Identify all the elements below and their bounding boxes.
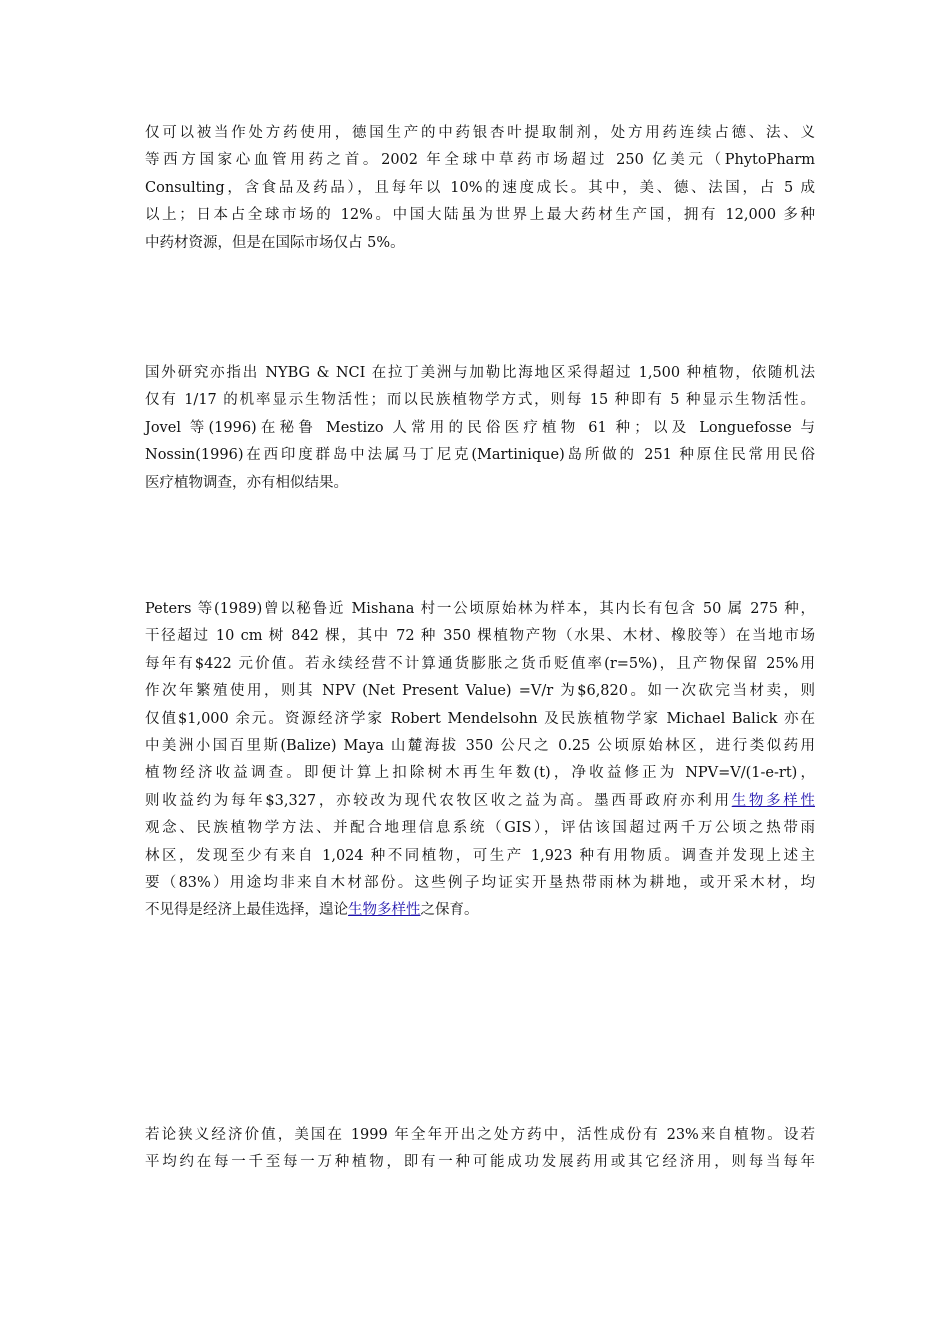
paragraph-forest-economics	[145, 596, 815, 925]
text-segment: 不见得是经济上最佳选择，遑论	[145, 902, 348, 919]
text-line: 平均约在每一千至每一万种植物，即有一种可能成功发展药用或其它经济用，则每当每年	[145, 1154, 815, 1171]
text-line: 仅有 1/17 的机率显示生物活性；而以民族植物学方式，则每 15 种即有 5 种显示生物活性。	[145, 392, 815, 409]
text-line: 作次年繁殖使用，则其 NPV (Net Present Value) =V/r 为$6,820。如一次砍完当材卖，则	[145, 683, 815, 700]
biodiversity-link[interactable]: 生物多样性	[731, 792, 816, 809]
text-segment: 之保育。	[420, 902, 479, 919]
biodiversity-link[interactable]: 生物多样性	[348, 902, 421, 919]
text-line: 以上；日本占全球市场的 12%。中国大陆虽为世界上最大药材生产国，拥有 12,000 多种	[145, 207, 815, 224]
text-line: 中药材资源，但是在国际市场仅占 5%。	[145, 234, 405, 251]
text-line: Peters 等(1989)曾以秘鲁近 Mishana 村一公顷原始林为样本，其内长有包含 50 属 275 种，	[145, 601, 815, 617]
paragraph-economic-value	[145, 1122, 815, 1177]
text-line: 医疗植物调查，亦有相似结果。	[145, 474, 348, 491]
text-line: Jovel 等(1996)在秘鲁 Mestizo 人常用的民俗医疗植物 61 种；以及 Longuefosse 与	[145, 419, 815, 436]
text-line: 若论狭义经济价值，美国在 1999 年全年开出之处方药中，活性成份有 23%来自植物。设若	[145, 1127, 815, 1143]
text-line: 中美洲小国百里斯(Balize) Maya 山麓海拔 350 公尺之 0.25 公顷原始林区，进行类似药用	[145, 738, 815, 755]
text-line: 林区，发现至少有来自 1,024 种不同植物，可生产 1,923 种有用物质。调查并发现上述主	[145, 847, 815, 864]
paragraph-ethnobotany-research	[145, 360, 815, 497]
text-line: 国外研究亦指出 NYBG & NCI 在拉丁美洲与加勒比海地区采得超过 1,500 种植物，依随机法	[145, 365, 815, 381]
text-line	[145, 897, 815, 924]
text-line: 要（83%）用途均非来自木材部份。这些例子均证实开垦热带雨林为耕地，或开采木材，均	[145, 875, 815, 892]
text-line: 等西方国家心血管用药之首。2002 年全球中草药市场超过 250 亿美元（PhytoPharm	[145, 152, 815, 169]
text-segment: 则收益约为每年$3,327，亦较改为现代农牧区收之益为高。墨西哥政府亦利用	[145, 792, 732, 809]
text-line: 仅值$1,000 余元。资源经济学家 Robert Mendelsohn 及民族植物学家 Michael Balick 亦在	[145, 710, 815, 727]
text-line: 干径超过 10 cm 树 842 棵，其中 72 种 350 棵植物产物（水果、木材、橡胶等）在当地市场	[145, 628, 815, 645]
text-line: 观念、民族植物学方法、并配合地理信息系统（GIS），评估该国超过两千万公顷之热带雨	[145, 820, 815, 837]
text-line	[145, 788, 815, 815]
text-line: 仅可以被当作处方药使用，德国生产的中药银杏叶提取制剂，处方用药连续占德、法、义	[145, 125, 815, 141]
text-line: Consulting，含食品及药品），且每年以 10%的速度成长。其中，美、德、法国，占 5 成	[145, 179, 815, 196]
text-line: 每年有$422 元价值。若永续经营不计算通货膨胀之货币贬值率(r=5%)，且产物保留 25%用	[145, 655, 815, 672]
paragraph-herbal-market	[145, 120, 815, 257]
text-line: 植物经济收益调查。即便计算上扣除树木再生年数(t)，净收益修正为 NPV=V/(1-e-rt)，	[145, 765, 815, 782]
text-line: Nossin(1996)在西印度群岛中法属马丁尼克(Martinique)岛所做的 251 种原住民常用民俗	[145, 447, 815, 464]
